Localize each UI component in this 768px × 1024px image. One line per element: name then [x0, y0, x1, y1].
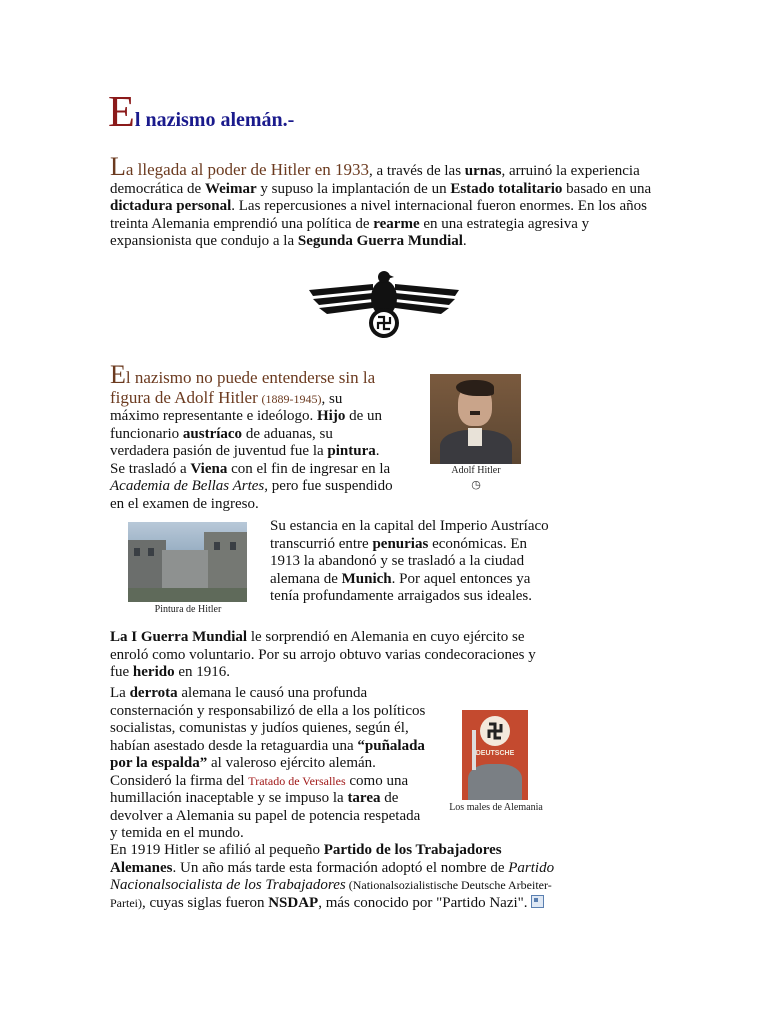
- text-run: al valeroso ejército alemán. Consideró la firma del: [110, 755, 376, 789]
- text-run: en 1916.: [174, 664, 230, 680]
- text-run: , pero fue suspendido en el examen de ingreso.: [110, 478, 393, 512]
- bold-run: herido: [132, 664, 175, 680]
- bold-run: Partido de los Trabajadores Alemanes: [110, 842, 502, 876]
- title-initial: E: [108, 87, 135, 136]
- text-run: Su estancia en la capital del Imperio Austríaco transcurrió entre: [270, 518, 549, 552]
- italic-run: Partido Nacionalsocialista de los Trabajadores: [110, 859, 555, 893]
- hitler-lead: l nazismo no puede entenderse sin la figura de Adolf Hitler: [110, 368, 376, 407]
- text-run: . Se trasladó a: [110, 443, 380, 477]
- bold-run: Weimar: [204, 180, 257, 197]
- intro-lead: a llegada al poder de Hitler en 1933: [125, 160, 369, 179]
- text-run: alemana le causó una profunda consternación y responsabilizó de ella a los políticos socialistas, comunistas y judíos quienes, según él, habían asestado desde la retaguardia una: [110, 685, 426, 754]
- painting-figure: [128, 522, 248, 615]
- italic-run: Academia de Bellas Artes: [110, 478, 265, 494]
- text-run: En 1919 Hitler se afilió al pequeño: [110, 842, 324, 858]
- image-link-icon[interactable]: [531, 895, 544, 908]
- poster-caption: Los males de Alemania: [449, 802, 543, 813]
- text-run: como una humillación inaceptable y se impuso la: [110, 772, 409, 806]
- text-run: . Las repercusiones a nivel internacional fueron enormes. En los años treinta Alemania emprendió una política de: [110, 198, 647, 232]
- text-run: con el fin de ingresar en la: [227, 460, 391, 477]
- page-title: [108, 87, 295, 136]
- defeat-paragraph: [110, 685, 428, 843]
- text-run: .: [462, 233, 467, 249]
- bold-run: tarea: [347, 790, 381, 806]
- text-run: económicas. En 1913 la abandonó y se trasladó a la ciudad alemana de: [270, 535, 528, 587]
- bold-run: NSDAP: [268, 894, 319, 911]
- bold-run: penurias: [372, 535, 429, 552]
- nsdap-paragraph: [110, 842, 560, 912]
- bold-run: rearme: [373, 215, 420, 232]
- bold-run: Segunda Guerra Mundial: [297, 233, 463, 249]
- text-run: , cuyas siglas fueron: [142, 894, 269, 911]
- hitler-paragraph: [110, 360, 395, 513]
- bold-run: austríaco: [182, 425, 243, 442]
- bold-run: dictadura personal: [110, 198, 232, 214]
- versailles-link[interactable]: Tratado de Versalles: [248, 773, 346, 788]
- bold-run: Munich: [341, 570, 392, 587]
- drop-cap-e: E: [110, 360, 126, 389]
- text-run: en una estrategia agresiva y expansionista que condujo a la: [110, 215, 590, 249]
- small-run: (Nationalsozialistische Deutsche Arbeiter-Partei): [110, 878, 552, 910]
- ww1-paragraph: [110, 629, 558, 682]
- eagle-emblem-image: [303, 268, 465, 340]
- text-run: . Por aquel entonces ya tenía profundamente arraigados sus ideales.: [270, 570, 532, 604]
- hitler-portrait-image: [430, 374, 521, 464]
- text-run: , a través de las: [369, 163, 465, 179]
- title-text: l nazismo alemán.-: [134, 109, 295, 131]
- bold-run: Hijo: [317, 408, 346, 424]
- text-run: , arruinó la experiencia democrática de: [110, 163, 640, 197]
- bold-run: “puñalada por la espalda”: [110, 737, 425, 771]
- text-run: de aduanas, su verdadera pasión de juventud fue la: [110, 425, 333, 459]
- enlarge-icon[interactable]: ◷: [471, 479, 481, 491]
- bold-run: pintura: [327, 443, 376, 459]
- hitler-dates: (1889-1945): [261, 391, 322, 406]
- intro-paragraph: [110, 152, 652, 251]
- text-run: de un funcionario: [110, 408, 383, 442]
- text-run: , más conocido por "Partido Nazi".: [318, 894, 528, 911]
- hitler-caption: Adolf Hitler: [451, 465, 501, 476]
- text-run: y supuso la implantación de un: [256, 180, 451, 197]
- text-run: La: [110, 685, 130, 701]
- bold-run: urnas: [464, 163, 502, 179]
- bold-run: derrota: [129, 685, 178, 701]
- drop-cap-l: L: [110, 152, 126, 181]
- painting-image: [128, 522, 247, 602]
- text-run: basado en una: [562, 180, 652, 197]
- vienna-paragraph: [270, 518, 555, 606]
- bold-run: La I Guerra Mundial: [110, 629, 248, 645]
- text-run: . Un año más tarde esta formación adoptó el nombre de: [172, 859, 509, 876]
- bold-run: Viena: [190, 460, 228, 477]
- text-run: de devolver a Alemania su papel de potencia respetada y temida en el mundo.: [110, 790, 421, 841]
- text-run: , su máximo representante e ideólogo.: [110, 390, 343, 424]
- text-run: le sorprendió en Alemania en cuyo ejército se enroló como voluntario. Por su arrojo obtuvo varias condecoraciones y fue: [110, 629, 536, 680]
- hitler-portrait-figure: [430, 374, 522, 492]
- poster-figure: [446, 710, 546, 813]
- poster-text: DEUTSCHE: [475, 750, 515, 757]
- painting-caption: Pintura de Hitler: [154, 604, 222, 615]
- bold-run: Estado totalitario: [450, 180, 563, 197]
- poster-image: [462, 710, 528, 800]
